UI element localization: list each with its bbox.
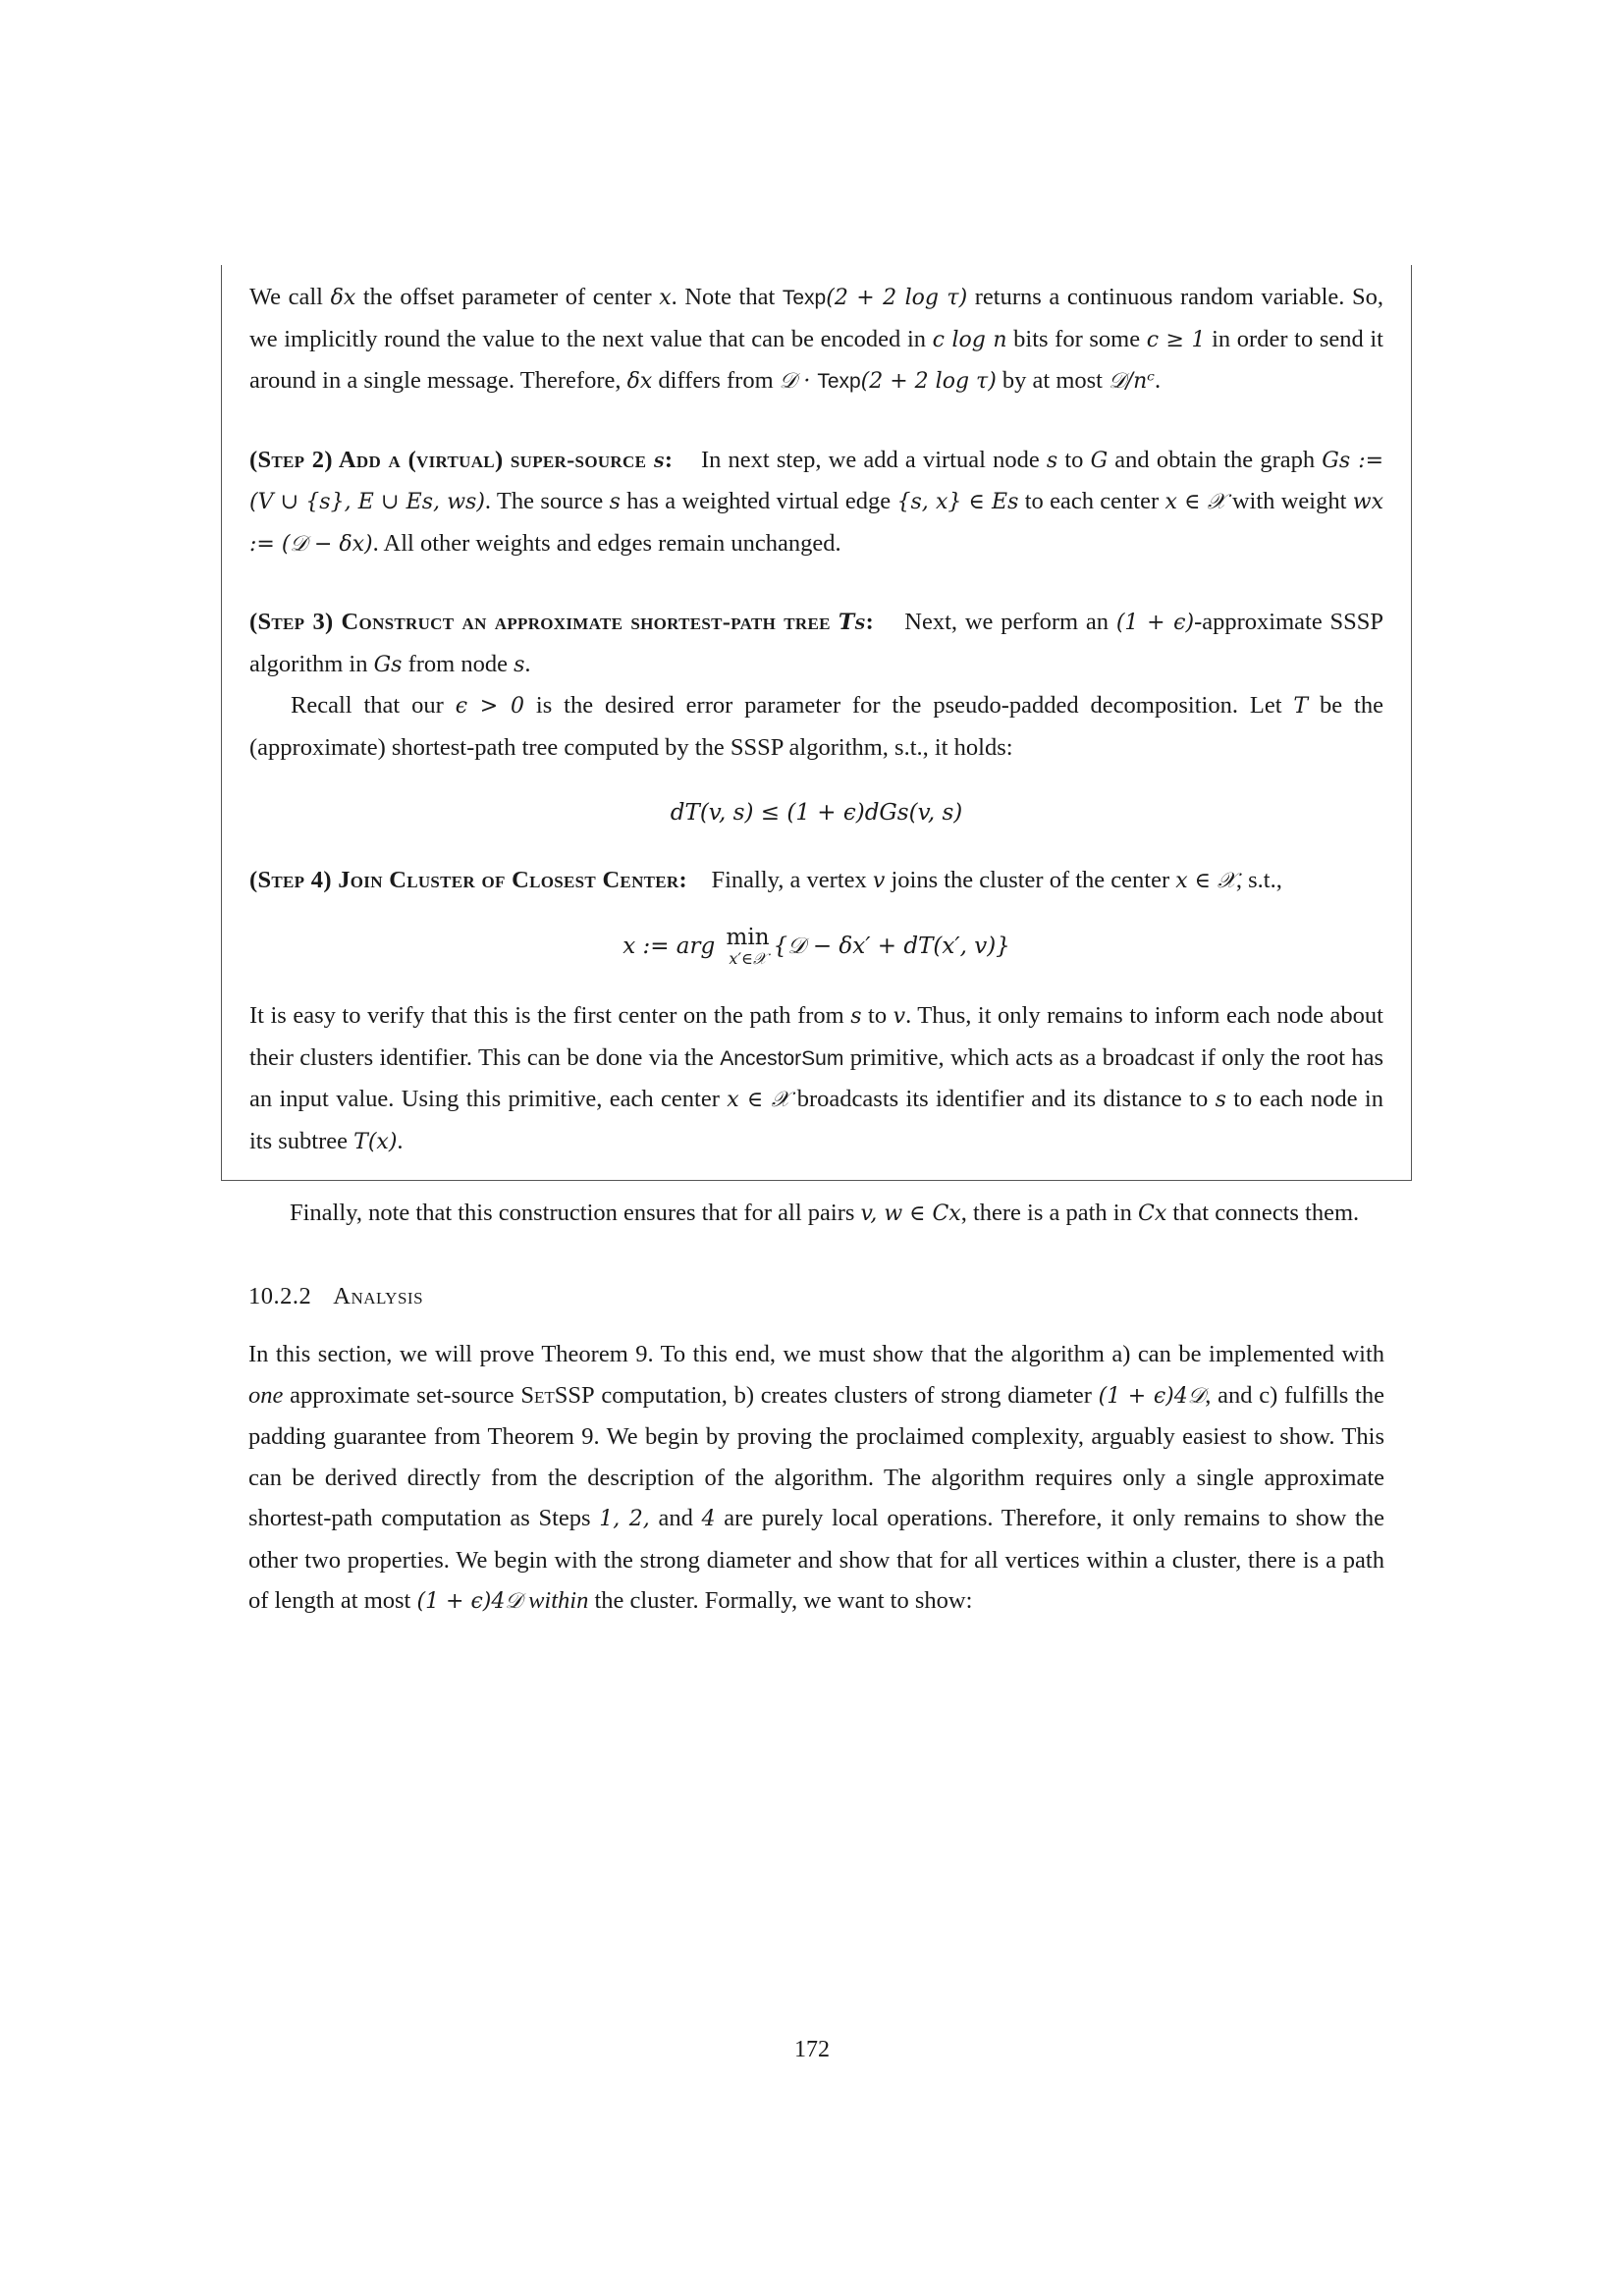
step3-recall-paragraph: Recall that our ϵ > 0 is the desired error parameter for the pseudo-padded decomposition. Let T be the (approximate) shortest-path tree computed by the SSSP algorithm, s.t., it holds: xyxy=(249,692,1383,761)
page-number: 172 xyxy=(794,2037,830,2062)
section-title: Analysis xyxy=(333,1282,424,1309)
step4-paragraph: (Step 4) Join Cluster of Closest Center: Finally, a vertex v joins the cluster of the center x ∈ 𝒳, s.t., xyxy=(249,866,1282,893)
step4-verify-paragraph: It is easy to verify that this is the first center on the path from s to v. Thus, it only remains to inform each node about their clusters identifier. This can be done via the AncestorSum primitive, which acts as a broadcast if only the root has an input value. Using this primitive, each center x ∈ 𝒳 broadcasts its identifier and its distance to s to each node in its subtree T(x). xyxy=(249,1002,1383,1154)
step2-paragraph: (Step 2) Add a (virtual) super-source s: In next step, we add a virtual node s to G and obtain the graph Gs := (V ∪ {s}, E ∪ Es, ws). The source s has a weighted virtual edge {s, x} ∈ Es to each center x ∈ 𝒳 with weight wx := (𝒟 − δx). All other weights and edges remain unchanged. xyxy=(249,446,1384,557)
step4-heading: (Step 4) Join Cluster of Closest Center: xyxy=(249,866,687,893)
equation-argmin: x := arg min x′∈𝒳 {𝒟 − δx′ + dT(x′, v)} xyxy=(623,925,1010,968)
construction-note-paragraph: Finally, note that this construction ensures that for all pairs v, w ∈ Cx, there is a path in Cx that connects them. xyxy=(290,1200,1360,1226)
step3-heading: (Step 3) Construct an approximate shortest-path tree Ts: xyxy=(249,609,875,635)
offset-paragraph: We call δx the offset parameter of center x. Note that Texp(2 + 2 log τ) returns a continuous random variable. So, we implicitly round the value to the next value that can be encoded in c log n bits for some c ≥ 1 in order to send it around in a single message. Therefore, δx differs from 𝒟 · Texp(2 + 2 log τ) by at most 𝒟/nᶜ. xyxy=(249,284,1383,394)
step3-paragraph: (Step 3) Construct an approximate shortest-path tree Ts: Next, we perform an (1 + ϵ)-approximate SSSP algorithm in Gs from node s. xyxy=(249,609,1384,677)
step2-heading: (Step 2) Add a (virtual) super-source s: xyxy=(249,446,674,473)
equation-sssp-bound: dT(v, s) ≤ (1 + ϵ)dGs(v, s) xyxy=(670,800,963,826)
algorithm-box xyxy=(221,265,1412,1181)
section-number: 10.2.2 xyxy=(248,1282,312,1309)
section-heading xyxy=(248,1276,1384,1317)
analysis-paragraph: In this section, we will prove Theorem 9. To this end, we must show that the algorithm a) can be implemented with one approximate set-source SetSSP computation, b) creates clusters of strong diameter (1 + ϵ)4𝒟, and c) fulfills the padding guarantee from Theorem 9. We begin by proving the proclaimed complexity, arguably easiest to show. This can be derived directly from the description of the algorithm. The algorithm requires only a single approximate shortest-path computation as Steps 1, 2, and 4 are purely local operations. Therefore, it only remains to show the other two properties. We begin with the strong diameter and show that for all vertices within a cluster, there is a path of length at most (1 + ϵ)4𝒟 within the cluster. Formally, we want to show: xyxy=(248,1341,1384,1614)
page-content xyxy=(248,265,1384,1623)
